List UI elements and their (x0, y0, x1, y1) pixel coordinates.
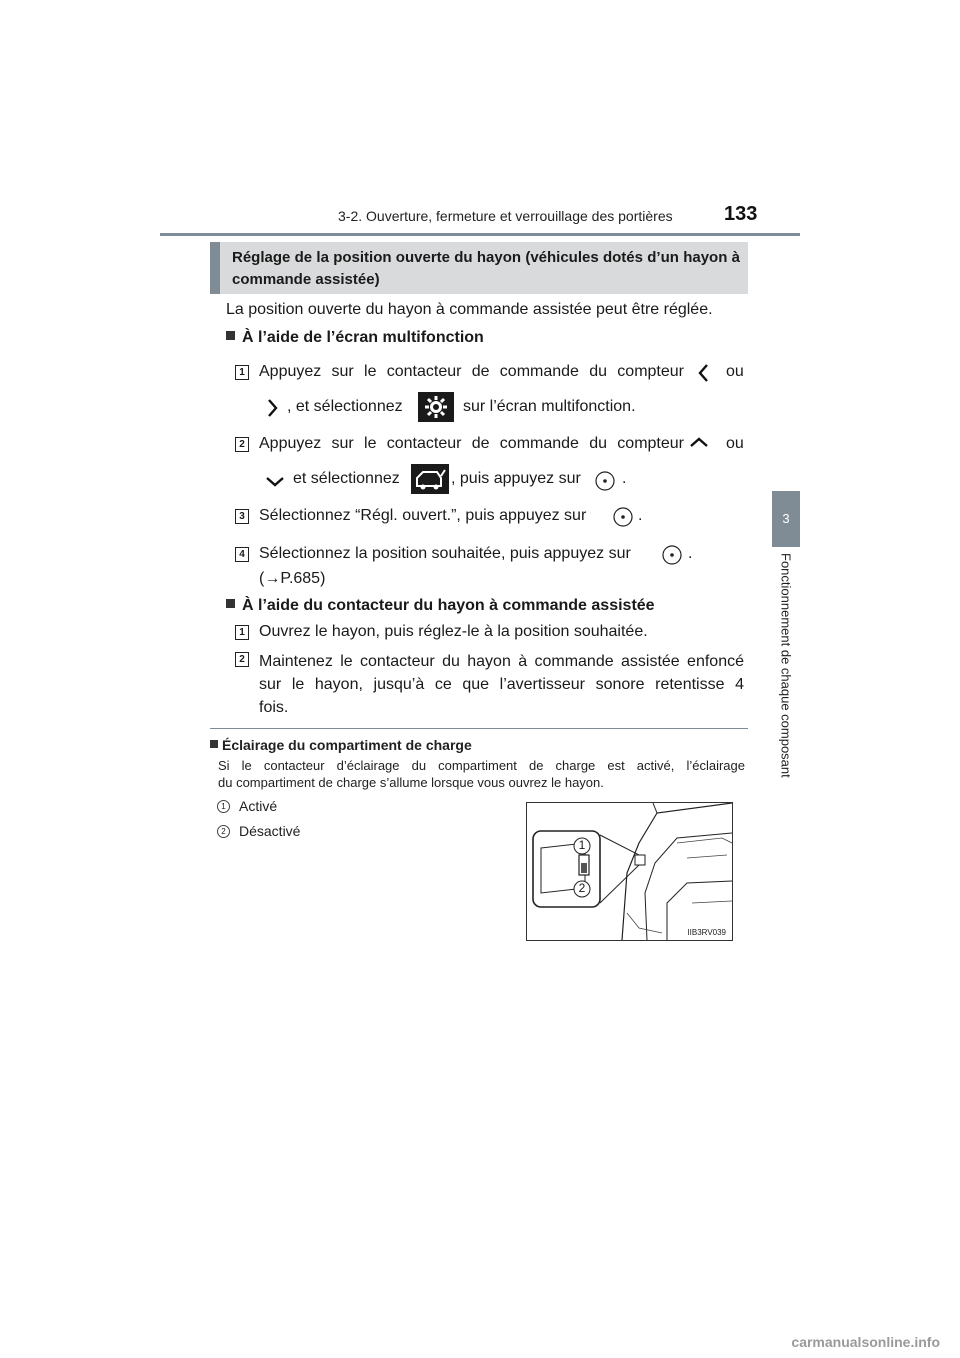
bullet-square-icon (210, 740, 218, 748)
step-text: , puis appuyez sur (451, 470, 581, 487)
step-text: , et sélectionnez (287, 398, 403, 415)
page-number: 133 (724, 203, 758, 225)
callout-number: 2 (217, 825, 230, 838)
bullet-square-icon (226, 331, 235, 340)
step-number: 1 (235, 625, 249, 640)
callout-label: Activé (239, 798, 278, 814)
step-text: . (688, 545, 693, 562)
chapter-number: 3 (782, 511, 790, 526)
chapter-tab (772, 491, 800, 547)
illustration-callout-2: 2 (578, 881, 586, 895)
chevron-up-icon (688, 434, 710, 450)
step-number: 3 (235, 509, 249, 524)
step-number: 2 (235, 437, 249, 452)
ok-button-icon (661, 544, 683, 566)
step-text: . (638, 507, 643, 524)
step-text-or: ou (726, 363, 744, 380)
illustration-callout-1: 1 (578, 838, 586, 852)
step-text: Sélectionnez “Régl. ouvert.”, puis appuyez sur (259, 507, 587, 524)
step-text: Appuyez sur le contacteur de commande du compteur (259, 363, 684, 380)
step-number: 4 (235, 547, 249, 562)
section-title: Réglage de la position ouverte du hayon (véhicules dotés d’un hayon à commande assistée) (210, 242, 748, 294)
callout-label: Désactivé (239, 823, 301, 839)
step-text: Sélectionnez la position souhaitée, puis appuyez sur (259, 545, 631, 562)
chevron-right-icon (264, 397, 280, 419)
cargo-light-illustration (526, 802, 733, 941)
ok-button-icon (594, 470, 616, 492)
step-text: et sélectionnez (293, 470, 400, 487)
chevron-left-icon (696, 362, 712, 384)
header-rule (160, 233, 800, 236)
settings-gear-icon (418, 392, 454, 422)
vehicle-tailgate-icon (411, 464, 449, 494)
step-number: 2 (235, 652, 249, 667)
step-text-or: ou (726, 435, 744, 452)
cargo-area-drawing (527, 803, 732, 940)
callout-number: 1 (217, 800, 230, 813)
note-heading: Éclairage du compartiment de charge (210, 737, 472, 753)
method-heading-multiinfo: À l’aide de l’écran multifonction (226, 329, 484, 347)
illustration-code: IIB3RV039 (687, 928, 726, 937)
ok-button-icon (612, 506, 634, 528)
method-heading-tailgate-switch: À l’aide du contacteur du hayon à commande assistée (226, 597, 655, 615)
chapter-label: Fonctionnement de chaque composant (778, 553, 794, 778)
step-text: . (622, 470, 627, 487)
step-text: Appuyez sur le contacteur de commande du compteur (259, 435, 684, 452)
section-divider (210, 728, 748, 729)
page-reference: (→P.685) (259, 570, 326, 587)
note-text: Si le contacteur d’éclairage du compartiment de charge est activé, l’éclairage du compartiment de charge s’allume lorsque vous ouvrez le hayon. (218, 758, 745, 790)
bullet-square-icon (226, 599, 235, 608)
footer-watermark: carmanualsonline.info (791, 1334, 940, 1350)
running-header: 3-2. Ouverture, fermeture et verrouillage des portières (338, 208, 673, 224)
step-text: sur l’écran multifonction. (463, 398, 636, 415)
step-text: Ouvrez le hayon, puis réglez-le à la position souhaitée. (259, 623, 648, 640)
chevron-down-icon (264, 474, 286, 490)
step-text: Maintenez le contacteur du hayon à commande assistée enfoncé sur le hayon, jusqu’à ce que l’avertisseur sonore retentisse 4 fois. (259, 653, 744, 716)
intro-text: La position ouverte du hayon à commande assistée peut être réglée. (226, 301, 713, 318)
step-number: 1 (235, 365, 249, 380)
